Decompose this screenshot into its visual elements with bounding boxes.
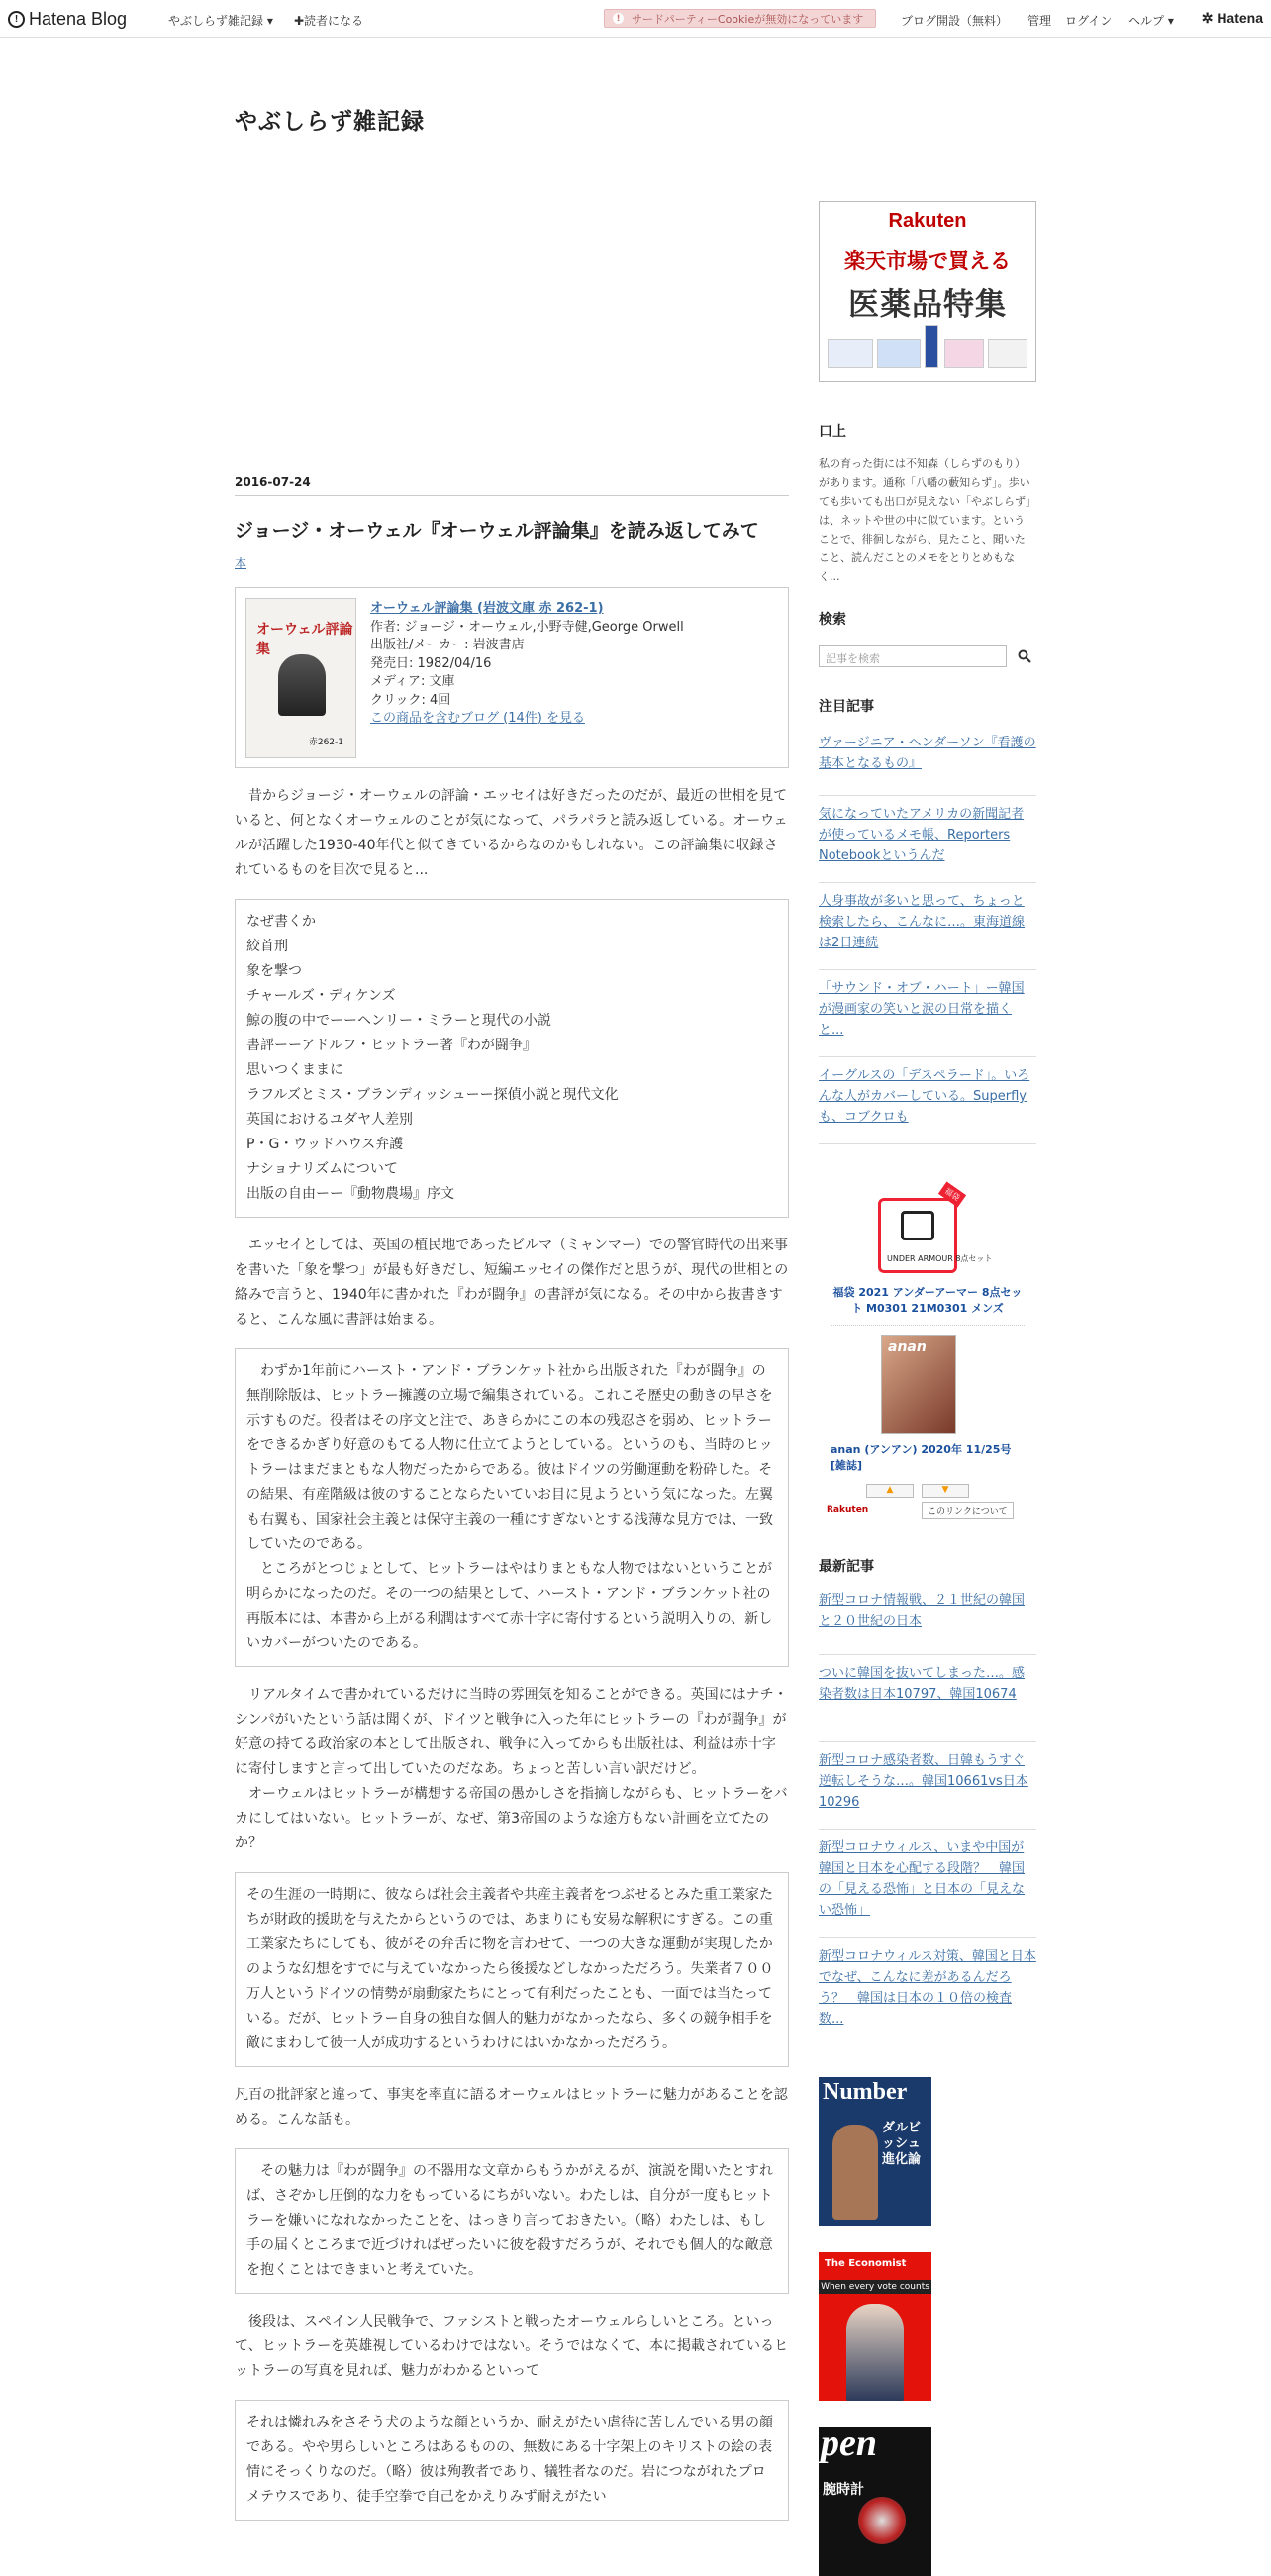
product-card [235,587,789,768]
hatena-label: Hatena [1217,10,1263,26]
paragraph: オーウェルはヒットラーが構想する帝国の愚かしさを指摘しながらも、ヒットラーをバカにしてはいない。ヒットラーが、なぜ、第3帝国のような途方もない計画を立てたのか？ [235,1786,788,1851]
product-info [370,600,684,729]
list-item [819,733,1036,796]
list-item [819,970,1036,1057]
paragraph: 後段は、スペイン人民戦争で、ファシストと戦ったオーウェルらしいところ。といって、ヒットラーを英雄視しているわけではない。そうではなくて、本に掲載されているヒットラーの写真を見れば、魅力がわかるといって [235,2314,789,2379]
about-link-button[interactable]: このリンクについて [922,1502,1014,1519]
recent-heading: 最新記事 [819,1559,874,1575]
help-menu[interactable]: ヘルプ ▾ [1128,14,1174,28]
blockquote [235,1872,789,2067]
list-item [819,1057,1036,1144]
list-item [819,1590,1036,1655]
paragraph: リアルタイムで書かれているだけに当時の雰囲気を知ることができる。英国にはナチ・シンパがいたという話は聞くが、ドイツと戦争に入った年にヒットラーの『わが闘争』が好意の持てる政治家の本として出版され、戦争に入ってからも出版社は、利益は赤十字に寄付しますと言って出していたのだなあ。ちょっと苦しい言い訳だけど。 [235,1687,788,1777]
intro-text: 私の育った街には不知森（しらずのもり）があります。通称「八幡の藪知らず」。歩いても歩いても出口が見えない「やぶしらず」は、ネットや世の中に似ています。ということで、徘徊しながら、見たこと、聞いたこと、読んだことのメモをとりとめもなく... [819,457,1031,583]
blockquote [235,1348,789,1667]
logo-text: Hatena Blog [29,9,128,29]
featured-heading: 注目記事 [819,699,874,715]
ad-item-link[interactable]: 福袋 2021 アンダーアーマー 8点セット M0301 21M0301 メンズ [832,1286,1023,1315]
product-author: 作者: ジョージ・オーウェル,小野寺健,George Orwell [370,619,684,635]
toc-item: 鯨の腹の中でーーヘンリー・ミラーと現代の小説 [246,1013,551,1029]
toc-item: 思いつくままに [246,1062,343,1078]
bag-badge: 福袋 [938,1181,966,1207]
featured-link[interactable]: 気になっていたアメリカの新聞記者が使っているメモ帳、Reporters Notebookというんだ [819,807,1025,863]
list-item [819,1655,1036,1742]
featured-link[interactable]: 「サウンド・オブ・ハート」ー韓国が漫画家の笑いと涙の日常を描くと... [819,981,1025,1038]
quote-paragraph: その魅力は『わが闘争』の不器用な文章からもうかがえるが、演説を聞いたとすれば、さぞかし圧倒的な力をもっているにちがいない。わたしは、自分が一度もヒットラーを嫌いになれなかったことを、はっきり言っておきたい。（略）わたしは、もし手の届くところまで近づければぜったいに彼を殺すだろうが、それでも個人的な敵意を抱くことはできまいと考えていた。 [246,2163,773,2278]
recent-link[interactable]: ついに韓国を抜いてしまった…。感染者数は日本10797、韓国10674 [819,1666,1026,1702]
product-release: 発売日: 1982/04/16 [370,655,492,671]
open-blog-link[interactable]: ブログ開設（無料） [901,14,1009,28]
watch-photo [858,2497,906,2544]
featured-list [819,733,1036,1144]
rakuten-small-logo: Rakuten [827,1505,869,1515]
recent-link[interactable]: 新型コロナ情報戦、２１世紀の韓国と２０世紀の日本 [819,1593,1026,1629]
quote-paragraph: その生涯の一時期に、彼ならば社会主義者や共産主義者をつぶせるとみた重工業家たちが財政的援助を与えたからというのでは、あまりにも安易な解釈にすぎる。この重工業家たちにしても、彼がその弁舌に物を言わせて、一つの大きな運動が実現したかのような幻想をすでに与えていなかったら後援などしなかっただろう。失業者７００万人というドイツの情勢が扇動家たちにとって有利だったことも、一面では当たっている。だが、ヒットラー自身の独自な個人的魅力がなかったなら、多くの競争相手を敵にまわして彼一人が成功するというわけにはいかなかっただろう。 [246,1887,774,2051]
entry [235,475,789,2521]
quote-paragraph: それは憐れみをさそう犬のような顔というか、耐えがたい虐待に苦しんでいる男の顔である。やや男らしいところはあるものの、無数にある十字架上のキリストの絵の表情にそっくりなのだ。（略）彼は殉教者であり、犠牲者なのだ。岩につながれたプロメテウスであり、徒手空拳で自己をかえりみず耐えがたい [246,2415,773,2505]
featured-link[interactable]: ヴァージニア・ヘンダーソン『看護の基本となるもの』 [819,736,1036,771]
product-clicks: クリック: 4回 [370,692,451,708]
cover-title: オーウェル評論集 [256,622,353,657]
divider [831,1325,1025,1326]
product-publisher: 出版社/メーカー: 岩波書店 [370,638,525,652]
paragraph: 凡百の批評家と違って、事実を率直に語るオーウェルはヒットラーに魅力があることを認める。こんな話も。 [235,2087,788,2128]
magazine-title: pen [821,2423,877,2464]
quote-paragraph: わずか1年前にハースト・アンド・ブランケット社から出版された『わが闘争』の無削除版は、ヒットラー擁護の立場で編集されている。これこそ歴史の動きの早さを示すものだ。役者はその序文と注で、あきらかにこの本の残忍さを弱め、ヒットラーをできるかぎり好意のもてる人物に仕立てようとしている。というのも、当時のヒットラーはまだまともな人物だったからである。彼はドイツの労働運動を粉砕した。その結果、有産階級は彼のすることならたいていお目に見ようという気になった。左翼も右翼も、国家社会主義とは保守主義の一種にすぎないとする浅薄な見方では、一致していたのである。 [246,1363,773,1552]
recent-link[interactable]: 新型コロナ感染者数、日韓もうすぐ逆転しそうな…。韓国10661vs日本10296 [819,1753,1028,1810]
list-item [819,1830,1036,1938]
featured-link[interactable]: イーグルスの「デスペラード」。いろんな人がカバーしている。Superflyも、コブクロも [819,1068,1030,1125]
bag-label: UNDER ARMOUR 8点セット [887,1254,993,1263]
next-arrow-button[interactable]: ▼ [922,1484,969,1498]
entry-date[interactable]: 2016-07-24 [235,475,789,496]
toc-item: 出版の自由ーー『動物農場』序文 [246,1186,454,1202]
list-item [819,1742,1036,1830]
portrait-photo [846,2304,904,2401]
toc-box [235,899,789,1218]
search-heading: 検索 [819,612,846,628]
book-cover-image[interactable] [245,598,356,758]
rakuten-item-widget [819,1178,1036,1525]
toc-item: ナショナリズムについて [246,1161,398,1177]
magazine-cover-image[interactable] [881,1335,956,1434]
product-blogs-link[interactable]: この商品を含むブログ (14件) を見る [370,711,585,726]
toc-item: 象を撃つ [246,963,302,979]
magazine-cover-economist[interactable] [819,2252,931,2401]
toc-item: P・G・ウッドハウス弁護 [246,1137,404,1152]
rakuten-ad-banner[interactable] [819,201,1036,382]
lucky-bag-image[interactable] [878,1186,993,1273]
magazine-title: Number [823,2079,908,2105]
category-link[interactable]: 本 [235,556,247,570]
blockquote [235,2148,789,2294]
paragraph: エッセイとしては、英国の植民地であったビルマ（ミャンマー）での警官時代の出来事を書いた「象を撃つ」が最も好きだし、短編エッセイの傑作だと思うが、現代の世相との絡みで言うと、1940年に書かれた『わが闘争』の書評が気になる。その中から抜書きすると、こんな風に書評は始まる。 [235,1238,789,1328]
quote-paragraph: ところがとつじょとして、ヒットラーはやはりまともな人物ではないということが明らかになったのだ。その一つの結果として、ハースト・アンド・ブランケット社の再版本には、本書から上がる利潤はすべて赤十字に寄付するという説明入りの、新しいカバーがついたのである。 [246,1561,773,1651]
cover-number: 赤262-1 [308,738,343,747]
entry-title[interactable]: ジョージ・オーウェル『オーウェル評論集』を読み返してみて [235,520,759,542]
ad-line1: 楽天市場で買える [844,249,1011,273]
cookie-notice[interactable] [604,9,876,28]
featured-link[interactable]: 人身事故が多いと思って、ちょっと検索したら、こんなに…。東海道線は2日連続 [819,894,1026,950]
medicine-package-image [988,339,1027,368]
toc-item: なぜ書くか [246,914,316,930]
hatena-icon: ✲ [1201,10,1214,26]
blog-menu[interactable]: やぶしらず雑記録 ▾ [168,14,273,28]
author-portrait [278,654,326,716]
login-link[interactable]: ログイン [1065,14,1113,28]
magazine-title: The Economist [825,2258,907,2269]
hatena-topbar [0,0,1271,38]
entry-category [235,554,789,571]
toc-item: ラフルズとミス・ブランディッシューー探偵小説と現代文化 [246,1087,619,1103]
blog-title[interactable]: やぶしらず雑記録 [235,109,425,135]
prev-arrow-button[interactable]: ▲ [866,1484,914,1498]
blockquote [235,2400,789,2521]
paragraph: 昔からジョージ・オーウェルの評論・エッセイは好きだったのだが、最近の世相を見ていると、何となくオーウェルのことが気になって、パラパラと読み返している。オーウェルが活躍した1930-40年代と似てきているからなのかもしれない。この評論集に収録されているものを目次で見ると... [235,788,788,878]
athlete-photo [832,2125,878,2220]
medicine-package-image [944,339,984,368]
magazine-subtitle: ダルビッシュ 進化論 [882,2121,922,2167]
list-item [819,1938,1036,2030]
toc-item: 英国におけるユダヤ人差別 [246,1112,413,1128]
product-media: メディア: 文庫 [370,674,455,689]
magazine-cover-number[interactable] [819,2077,931,2226]
medicine-bottle-image [925,325,938,368]
subscribe-button[interactable]: ✚読者になる [294,14,364,28]
brand-logo-icon [901,1211,934,1240]
hatena-blog-logo[interactable] [8,9,127,30]
magazine-subtitle: When every vote counts [819,2280,931,2294]
toc-item: 書評ーーアドルフ・ヒットラー著『わが闘争』 [246,1038,537,1053]
search-input[interactable]: 記事を検索 [819,645,1007,667]
search-icon[interactable] [1017,648,1032,664]
product-title-link[interactable]: オーウェル評論集 (岩波文庫 赤 262-1) [370,601,604,616]
list-item [819,883,1036,970]
magazine-subtitle: 腕時計 [823,2482,864,2498]
info-icon: ! [613,13,624,24]
recent-link[interactable]: 新型コロナウィルス、いまや中国が韓国と日本を心配する段階？ 韓国の「見える恐怖」と日本の「見えない恐怖」 [819,1840,1026,1918]
ad-line2: 医薬品特集 [848,287,1007,323]
admin-link[interactable]: 管理 [1027,14,1052,28]
toc-item: チャールズ・ディケンズ [246,988,396,1004]
medicine-package-image [828,339,873,368]
hatena-home-link[interactable] [1202,10,1263,27]
rakuten-logo: Rakuten [888,210,967,232]
intro-heading: 口上 [819,424,846,440]
magazine-cover-pen[interactable] [819,2423,931,2576]
ad-item-link[interactable]: anan (アンアン) 2020年 11/25号 [雑誌] [831,1443,1012,1472]
hatena-logo-icon: ! [8,11,25,28]
magazine-title: anan [888,1339,927,1355]
list-item [819,796,1036,883]
medicine-package-image [877,339,921,368]
toc-item: 絞首刑 [246,939,288,954]
recent-list [819,1590,1036,2030]
recent-link[interactable]: 新型コロナウィルス対策、韓国と日本でなぜ、こんなに差があるんだろう？ 韓国は日本の１０倍の検査数... [819,1949,1036,2027]
cookie-notice-text: サードパーティーCookieが無効になっています [632,12,864,26]
